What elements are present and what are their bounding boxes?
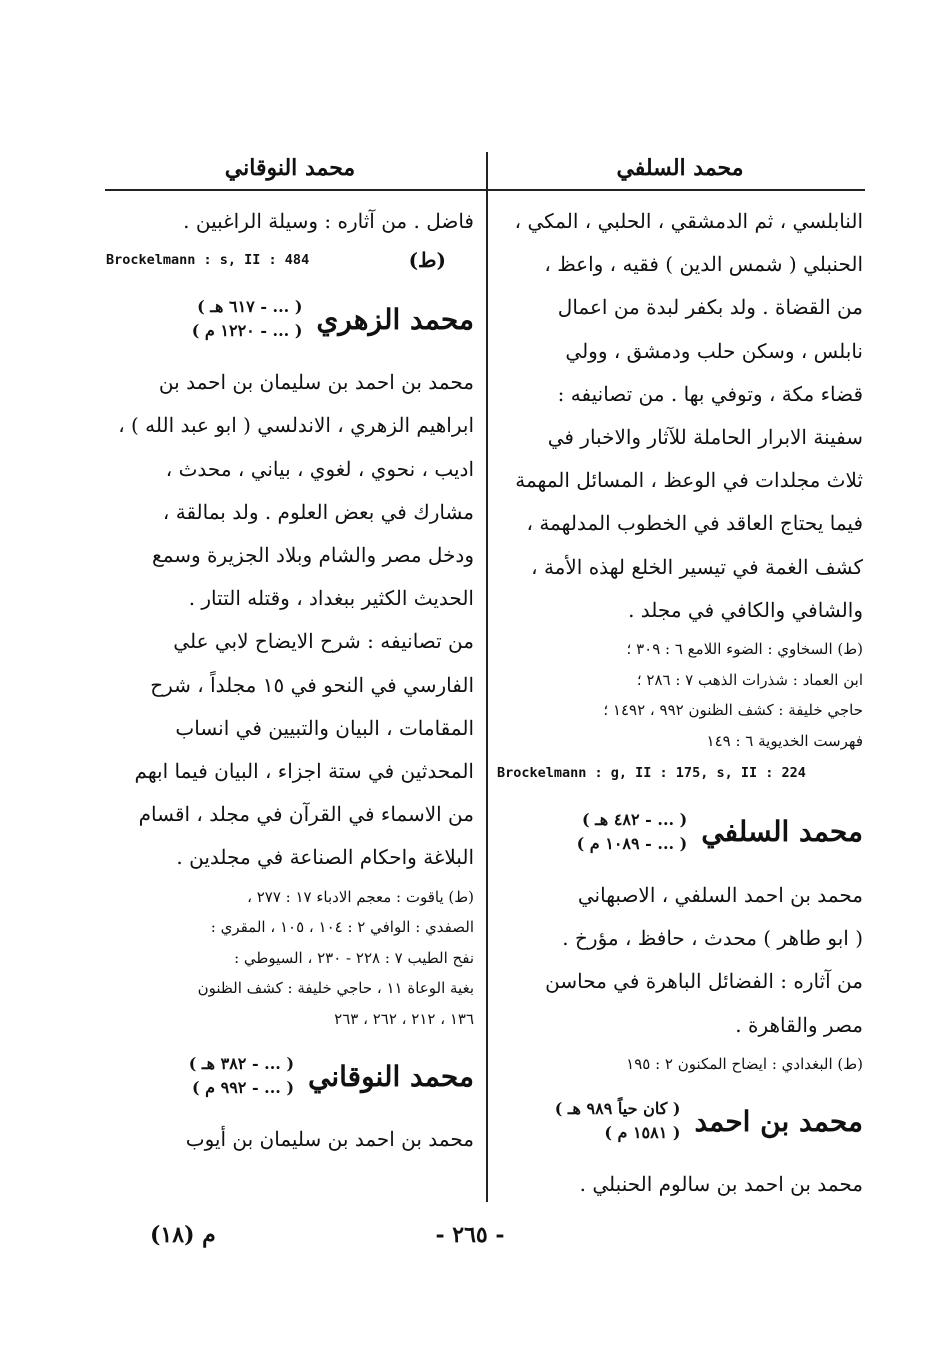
- right-column: [497, 150, 863, 1207]
- text-line: محمد بن احمد السلفي ، الاصبهاني: [577, 883, 863, 908]
- text-line: قضاء مكة ، وتوفي بها . من تصانيفه :: [557, 381, 863, 406]
- reference-line: ابن العماد : شذرات الذهب ٧ : ٢٨٦ ؛: [636, 670, 863, 689]
- hijri-dates: ( كان حياً ٩٨٩ هـ ): [554, 1099, 681, 1119]
- brockelmann-reference: Brockelmann : s, II : 484: [106, 252, 310, 269]
- text-line: مصر والقاهرة .: [735, 1012, 863, 1037]
- text-line: من القضاة . ولد بكفر لبدة من اعمال: [557, 295, 863, 320]
- references: [497, 1049, 863, 1080]
- reference-line: فهرست الخديوية ٦ : ١٤٩: [706, 731, 863, 750]
- text-line: ودخل مصر والشام وبلاد الجزيرة وسمع: [152, 543, 474, 568]
- reference-line: (ط) السخاوي : الضوء اللامع ٦ : ٣٠٩ ؛: [626, 640, 863, 659]
- brockelmann-reference-row: [106, 243, 474, 277]
- references: [497, 634, 863, 756]
- reference-line: بغية الوعاة ١١ ، حاجي خليفة : كشف الظنون: [197, 979, 474, 998]
- reference-line: نفح الطيب ٧ : ٢٢٨ - ٢٣٠ ، السيوطي :: [234, 948, 474, 967]
- entry-name: محمد الزهري: [316, 302, 474, 336]
- text-line: الحنبلي ( شمس الدين ) فقيه ، واعظ ،: [544, 252, 863, 277]
- text-line: محمد بن احمد بن سليمان بن أيوب: [185, 1127, 474, 1152]
- hijri-dates: ( ... - ٦١٧ هـ ): [197, 297, 303, 317]
- gregorian-dates: ( ... - ١٠٨٩ م ): [576, 834, 688, 854]
- reference-line: (ط) ياقوت : معجم الادباء ١٧ : ٢٧٧ ،: [247, 887, 474, 906]
- entry-dates: [555, 1097, 681, 1145]
- left-column-body: [106, 200, 474, 1161]
- text-line: من تصانيفه : شرح الايضاح لابي علي: [173, 629, 474, 654]
- entry-dates: [189, 1052, 294, 1100]
- entry-heading: [106, 281, 474, 357]
- text-line: المحدثين في ستة اجزاء ، البيان فيما ابهم: [134, 759, 474, 784]
- running-header-left: محمد النوقاني: [224, 155, 356, 181]
- running-header-right: محمد السلفي: [616, 155, 744, 181]
- entry-name: محمد النوقاني: [308, 1059, 474, 1093]
- text-line: ابراهيم الزهري ، الاندلسي ( ابو عبد الله ) ،: [118, 413, 474, 438]
- text-line: فيما يحتاج العاقد في الخطوب المدلهمة ،: [526, 511, 863, 536]
- reference-line: الصفدي : الوافي ٢ : ١٠٤ ، ١٠٥ ، المقري :: [210, 918, 474, 937]
- hijri-dates: ( ... - ٤٨٢ هـ ): [581, 810, 688, 830]
- page-number: - ٢٦٥ -: [435, 1222, 505, 1248]
- text-line: من آثاره : الفضائل الباهرة في محاسن: [545, 969, 863, 994]
- signature-mark: م (١٨): [150, 1222, 216, 1248]
- text-line: البلاغة واحكام الصناعة في مجلدين .: [176, 845, 474, 870]
- left-column: [106, 150, 474, 1161]
- entry-heading: [497, 1083, 863, 1159]
- reference-line: (ط) البغدادي : ايضاح المكنون ٢ : ١٩٥: [626, 1054, 863, 1073]
- hijri-dates: ( ... - ٣٨٢ هـ ): [188, 1054, 295, 1074]
- gregorian-dates: ( ... - ٩٩٢ م ): [191, 1078, 295, 1098]
- text-line: الفارسي في النحو في ١٥ مجلداً ، شرح: [150, 672, 474, 697]
- entry-name: محمد السلفي: [701, 815, 863, 849]
- text-line: ( ابو طاهر ) محدث ، حافظ ، مؤرخ .: [562, 926, 863, 951]
- text-line: والشافي والكافي في مجلد .: [628, 597, 863, 622]
- text-line: نابلس ، وسكن حلب ودمشق ، وولي: [565, 338, 863, 363]
- entry-heading: [497, 794, 863, 870]
- text-line: فاضل . من آثاره : وسيلة الراغبين .: [183, 209, 474, 233]
- entry-heading: [106, 1038, 474, 1114]
- entry-dates: [192, 295, 303, 343]
- entry-dates: [577, 808, 688, 856]
- reference-line: ١٣٦ ، ٢١٢ ، ٢٦٢ ، ٢٦٣: [334, 1009, 474, 1028]
- gregorian-dates: ( ١٥٨١ م ): [604, 1123, 681, 1143]
- text-line: النابلسي ، ثم الدمشقي ، الحلبي ، المكي ،: [514, 209, 863, 233]
- text-line: محمد بن احمد بن سليمان بن احمد بن: [158, 370, 474, 395]
- text-line: محمد بن احمد بن سالوم الحنبلي .: [579, 1172, 863, 1197]
- reference-mark: (ط): [408, 247, 446, 272]
- text-line: اديب ، نحوي ، لغوي ، بياني ، محدث ،: [165, 456, 474, 481]
- text-line: سفينة الابرار الحاملة للآثار والاخبار في: [547, 425, 863, 450]
- text-line: ثلاث مجلدات في الوعظ ، المسائل المهمة: [515, 468, 863, 493]
- column-divider: [486, 152, 488, 1202]
- text-line: من الاسماء في القرآن في مجلد ، اقسام: [138, 802, 474, 827]
- gregorian-dates: ( ... - ١٢٢٠ م ): [191, 321, 303, 341]
- text-line: الحديث الكثير ببغداد ، وقتله التتار .: [188, 586, 474, 611]
- references: [106, 882, 474, 1035]
- right-column-body: [497, 200, 863, 1207]
- brockelmann-reference: Brockelmann : g, II : 175, s, II : 224: [497, 765, 806, 782]
- text-line: المقامات ، البيان والتبيين في انساب: [175, 715, 474, 740]
- entry-name: محمد بن احمد: [694, 1104, 863, 1138]
- text-line: مشارك في بعض العلوم . ولد بمالقة ،: [162, 499, 474, 524]
- reference-line: حاجي خليفة : كشف الظنون ٩٩٢ ، ١٤٩٢ ؛: [603, 701, 863, 720]
- text-line: كشف الغمة في تيسير الخلع لهذه الأمة ،: [531, 554, 863, 579]
